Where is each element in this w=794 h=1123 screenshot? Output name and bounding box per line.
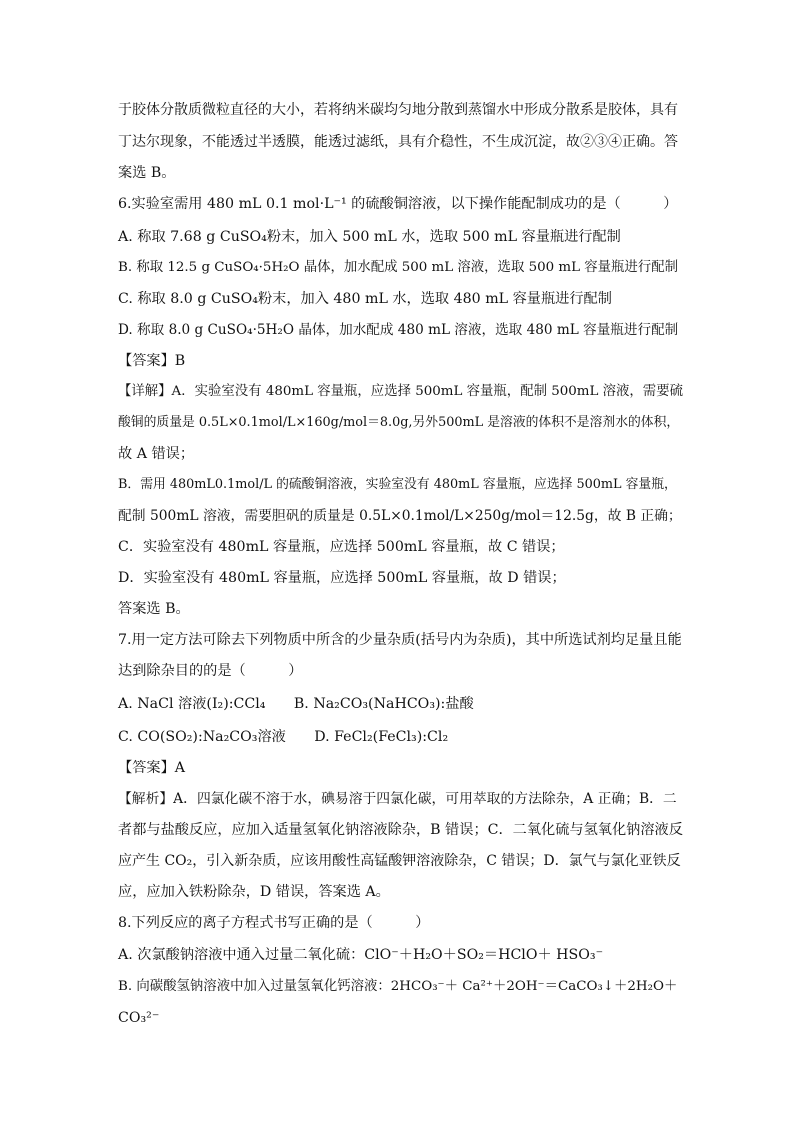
q8-stem: 8.下列反应的离子方程式书写正确的是（ ） xyxy=(118,915,430,931)
q6-detail-line-8: 答案选 B。 xyxy=(118,601,190,617)
q8-option-a: A. 次氯酸钠溶液中通入过量二氧化硫：ClO⁻＋H₂O＋SO₂＝HClO＋ HSO₃⁻ xyxy=(118,947,604,963)
q5-explanation-line-1: 于胶体分散质微粒直径的大小，若将纳米碳均匀地分散到蒸馏水中形成分散系是胶体，具有 xyxy=(118,102,678,118)
q7-analysis-line-1: 【解析】A．四氯化碳不溶于水，碘易溶于四氯化碳，可用萃取的方法除杂，A 正确；B．二 xyxy=(118,791,677,807)
q6-detail-line-4: B．需用 480mL0.1mol/L 的硫酸铜溶液，实验室没有 480mL 容量瓶，应选择 500mL 容量瓶， xyxy=(118,477,677,492)
q5-explanation-line-3: 案选 B。 xyxy=(118,165,176,181)
q8-option-b-line-2: CO₃²⁻ xyxy=(118,1010,160,1026)
q6-option-d: D. 称取 8.0 g CuSO₄·5H₂O 晶体，加水配成 480 mL 溶液，选取 480 mL 容量瓶进行配制 xyxy=(118,322,679,338)
q7-analysis-line-3: 应产生 CO₂，引入新杂质，应该用酸性高锰酸钾溶液除杂，C 错误；D．氯气与氯化亚铁反 xyxy=(118,853,681,869)
q6-option-b: B. 称取 12.5 g CuSO₄·5H₂O 晶体，加水配成 500 mL 溶液，选取 500 mL 容量瓶进行配制 xyxy=(118,260,678,275)
q6-option-a: A. 称取 7.68 g CuSO₄粉末，加入 500 mL 水，选取 500 mL 容量瓶进行配制 xyxy=(118,229,621,245)
q6-detail-line-6: C．实验室没有 480mL 容量瓶，应选择 500mL 容量瓶，故 C 错误； xyxy=(118,539,565,555)
q7-options-row-1: A. NaCl 溶液(I₂):CCl₄ B. Na₂CO₃(NaHCO₃):盐酸 xyxy=(118,696,474,712)
q6-detail-line-1: 【详解】A．实验室没有 480mL 容量瓶，应选择 500mL 容量瓶，配制 500mL 溶液，需要硫 xyxy=(118,384,683,399)
q6-option-c: C. 称取 8.0 g CuSO₄粉末，加入 480 mL 水，选取 480 mL 容量瓶进行配制 xyxy=(118,291,612,307)
q6-detail-line-2: 酸铜的质量是 0.5L×0.1mol/L×160g/mol＝8.0g,另外500mL 是溶液的体积不是溶剂水的体积， xyxy=(118,415,680,430)
q7-answer: 【答案】A xyxy=(118,760,185,776)
q7-stem-line-1: 7.用一定方法可除去下列物质中所含的少量杂质(括号内为杂质)，其中所选试剂均足量且能 xyxy=(118,632,682,648)
q7-analysis-line-4: 应，应加入铁粉除杂，D 错误，答案选 A。 xyxy=(118,884,390,900)
q6-detail-line-3: 故 A 错误； xyxy=(118,446,195,462)
q8-option-b-line-1: B. 向碳酸氢钠溶液中加入过量氢氧化钙溶液：2HCO₃⁻＋ Ca²⁺＋2OH⁻＝CaCO₃↓＋2H₂O＋ xyxy=(118,979,678,994)
q6-answer: 【答案】B xyxy=(118,353,186,369)
q6-detail-line-5: 配制 500mL 溶液，需要胆矾的质量是 0.5L×0.1mol/L×250g/mol＝12.5g，故 B 正确； xyxy=(118,508,682,524)
q7-stem-line-2: 达到除杂目的的是（ ） xyxy=(118,663,303,679)
q5-explanation-line-2: 丁达尔现象，不能透过半透膜，能透过滤纸，具有介稳性，不生成沉淀，故②③④正确。答 xyxy=(118,134,678,150)
q6-stem: 6.实验室需用 480 mL 0.1 mol·L⁻¹ 的硫酸铜溶液，以下操作能配制成功的是（ ） xyxy=(118,196,678,212)
q7-analysis-line-2: 者都与盐酸反应，应加入适量氢氧化钠溶液除杂，B 错误；C．二氧化硫与氢氧化钠溶液反 xyxy=(118,822,683,838)
q6-detail-line-7: D．实验室没有 480mL 容量瓶，应选择 500mL 容量瓶，故 D 错误； xyxy=(118,570,566,586)
q7-options-row-2: C. CO(SO₂):Na₂CO₃溶液 D. FeCl₂(FeCl₃):Cl₂ xyxy=(118,729,449,745)
